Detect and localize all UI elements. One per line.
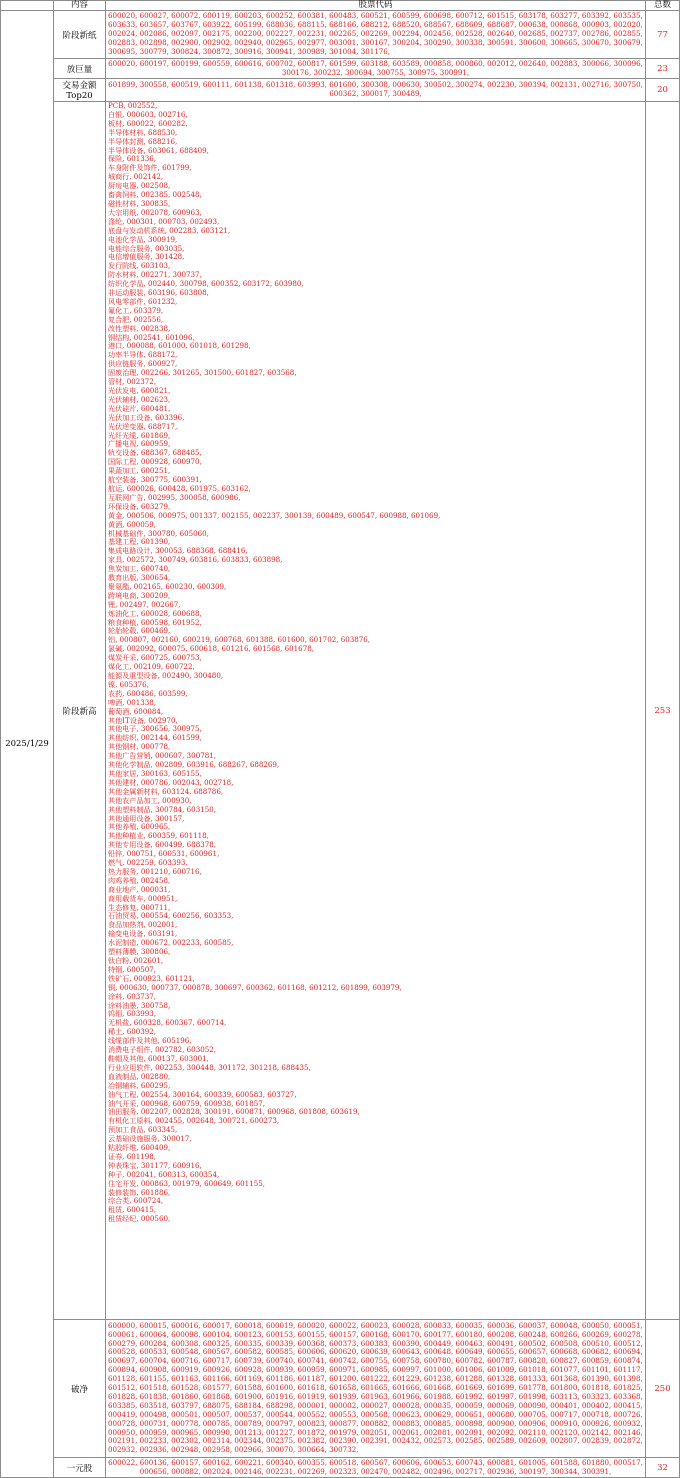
industry-item: 其他纺织, 002144, 601599, [108, 733, 202, 743]
industry-item: 装修装饰, 601886, [108, 1187, 171, 1197]
industry-item: 农药, 600486, 603599, [108, 688, 188, 698]
row-below-book [1, 1320, 680, 1458]
industry-item: 其他种植业, 600359, 601118, [108, 831, 209, 841]
industry-item: 综合类, 600724, [108, 1196, 164, 1206]
codes-cell: 600000, 600015, 600016, 600017, 600018, 600019, 600020, 600022, 600023, 600028, 600033, 600035, 600036, 600037, 600048, 600050, 600051, 600061, 600064, 600098, 600104, 600123, 600153, 600155, 600157, 600168, 600170, 600177, 600180, 600208, 600248, 600266, 600269, 600278, 600279, 600284, 600308, 600325, 600335, 600339, 600368, 600373, 600383, 600390, 600449, 600463, 600491, 600502, 600508, 600510, 600512, 600528, 600533, 600548, 600567, 600582, 600585, 600606, 600620, 600639, 600643, 600648, 600649, 600655, 600657, 600668, 600682, 600694, 600697, 600704, 600716, 600717, 600739, 600740, 600741, 600742, 600755, 600758, 600780, 600782, 600787, 600820, 600827, 600859, 600874, 600894, 600908, 600919, 600926, 600928, 600939, 600959, 600971, 600985, 600997, 601000, 601006, 601009, 601018, 601077, 601101, 601117, 601128, 601155, 601163, 601166, 601169, 601186, 601187, 601200, 601222, 601229, 601238, 601288, 601328, 601333, 601368, 601390, 601398, 601512, 601518, 601528, 601577, 601588, 601600, 601618, 601658, 601665, 601666, 601668, 601669, 601699, 601778, 601800, 601818, 601825, 601828, 601838, 601860, 601868, 601900, 601916, 601919, 601939, 601963, 601966, 601988, 601992, 601997, 601998, 603113, 603323, 603368, 603385, 603518, 603797, 688075, 688184, 688298, 000001, 000002, 000027, 000028, 000035, 000059, 000069, 000090, 000401, 000402, 000415, 000419, 000498, 000501, 000507, 000537, 000544, 000552, 000553, 000568, 000623, 000629, 000651, 000680, 000705, 000717, 000718, 000726, 000728, 000731, 000778, 000785, 000789, 000797, 000823, 000877, 000882, 000883, 000885, 000898, 000900, 000906, 000910, 000926, 000932, 000950, 000959, 000965, 000990, 001213, 001227, 001872, 001979, 002051, 002061, 002081, 002091, 002092, 002110, 002120, 002142, 002146, 002191, 002233, 002302, 002314, 002344, 002375, 002382, 002390, 002391, 002432, 002573, 002585, 002589, 002609, 002807, 002839, 002872, 002932, 002936, 002948, 002958, 002966, 300070, 300664, 300732, [106, 1320, 646, 1458]
industry-item: 电池化学品, 300919, [108, 234, 178, 244]
industry-item: 互联网广告, 002995, 300058, 600986, [108, 492, 241, 502]
industry-item: 钟表珠宝, 301177, 600916, [108, 1160, 202, 1170]
industry-item: 肉鸡养殖, 002458, [108, 875, 171, 885]
industry-item: 固废治理, 002266, 301265, 301500, 601827, 603568, [108, 368, 297, 378]
industry-item: 白银, 000603, 002716, [108, 109, 188, 119]
count-cell: 77 [646, 11, 680, 59]
industry-item: 能源及重型设备, 002490, 300480, [108, 671, 224, 680]
industry-item: 聚氨酯, 002165, 600230, 600309, [108, 581, 227, 591]
row-huge-volume [1, 59, 680, 79]
codes-cell [106, 102, 646, 1320]
industry-item: 非运动服装, 603196, 603808, [108, 288, 209, 298]
industry-item: 港口, 000088, 601000, 601018, 601298, [108, 341, 251, 351]
industry-item: 种子, 002041, 600313, 600354, [108, 1169, 220, 1179]
industry-item: 其他建材, 000786, 002043, 002718, [108, 777, 234, 787]
industry-item: 铅锌, 000751, 600531, 600961, [108, 849, 220, 859]
industry-item: 其他化学制品, 002809, 603916, 688267, 688269, [108, 760, 280, 770]
industry-item: 证券, 601198, [108, 1151, 157, 1161]
industry-item: 钨钼, 603993, [108, 1009, 157, 1019]
industry-item: 涤纶, 000301, 000703, 002493, [108, 216, 220, 226]
industry-item: 租赁经纪, 000560, [108, 1214, 171, 1224]
industry-item: 镍, 605376, [108, 679, 149, 689]
industry-item: 轨交设备, 688367, 688485, [108, 448, 202, 458]
industry-item: 半导体材料, 688530, [108, 127, 178, 137]
industry-item: 环保设备, 603279, [108, 501, 171, 511]
industry-item: 其他电子, 300656, 300975, [108, 724, 202, 734]
industry-item: 光伏发电, 600821, [108, 386, 171, 395]
industry-item: 大宗用纸, 002078, 600963, [108, 207, 202, 217]
industry-item: 线缆部件及其他, 605196, [108, 1036, 192, 1046]
industry-item: 果蔬加工, 600251, [108, 466, 171, 476]
industry-item: 铁矿石, 000923, 601121, [108, 973, 195, 983]
industry-item: 半导体设备, 603061, 688409, [108, 145, 209, 155]
industry-item: 其他塑料制品, 300784, 603150, [108, 804, 216, 814]
industry-item: 城商行, 002142, [108, 172, 164, 182]
industry-item: 葡萄酒, 600084, [108, 706, 164, 716]
industry-item: 稀土, 600392, [108, 1027, 157, 1037]
industry-item: PCB, 002552, [108, 101, 158, 110]
industry-item: 教育出版, 300654, [108, 573, 171, 583]
industry-item: 其他IT设备, 002970, [108, 715, 178, 725]
industry-item: 行业应用软件, 002253, 300448, 301172, 301218, 688435, [108, 1062, 311, 1072]
industry-item: 光纤光缆, 601869, [108, 430, 171, 440]
codes-cell: 600022, 600136, 600157, 600162, 600221, 600340, 600355, 600518, 600567, 600606, 600653, 600743, 600881, 601005, 601588, 601880, 000517, 000656, 000882, 002024, 002146, 002231, 002269, 002323, 002470, 002482, 002496, 002717, 002936, 300197, 300344, 300391, [106, 1458, 646, 1478]
industry-item: 有机化工原料, 002455, 002648, 300721, 600273, [108, 1116, 280, 1126]
industry-item: 无机盐, 600328, 600367, 600714, [108, 1018, 227, 1028]
industry-item: 供应链服务, 600927, [108, 359, 178, 369]
industry-item: 光伏逆变器, 688717, [108, 421, 178, 431]
industry-item: 机械基础件, 300780, 605060, [108, 528, 209, 538]
industry-item: 石油贸易, 000554, 600256, 603353, [108, 911, 234, 921]
industry-item: 输变电设备, 603191, [108, 929, 178, 939]
category-label: 放巨量 [54, 59, 106, 79]
industry-item: 国际工程, 000928, 600970, [108, 457, 202, 467]
industry-item: 油气开采, 000968, 600759, 600938, 601857, [108, 1098, 265, 1108]
count-cell: 32 [646, 1458, 680, 1478]
industry-item: 航空装备, 300775, 600391, [108, 475, 202, 485]
industry-item: 商用载货车, 000951, [108, 893, 178, 903]
industry-item: 电信增值服务, 301428, [108, 252, 185, 262]
industry-item: 热力服务, 001210, 600716, [108, 866, 202, 876]
industry-item: 钛白粉, 002601, [108, 956, 164, 965]
industry-item: 啤酒, 001338, [108, 697, 157, 707]
row-top20-turnover [1, 79, 680, 102]
industry-item: 家具, 002572, 300749, 603816, 603833, 603898, [108, 555, 283, 565]
industry-item: 基建工程, 601390, [108, 537, 171, 547]
count-cell: 253 [646, 102, 680, 1320]
row-stage-new-paper [1, 11, 680, 59]
industry-item: 半导体封测, 688216, [108, 136, 178, 146]
industry-item: 光伏加工设备, 603396, [108, 412, 185, 422]
industry-item: 其他农产品加工, 000930, [108, 795, 192, 805]
category-label: 一元股 [54, 1458, 106, 1478]
industry-item: 纺织化学品, 002440, 300798, 600352, 603172, 603980, [108, 279, 304, 289]
industry-item: 复合肥, 002556, [108, 314, 164, 324]
industry-item: 电能综合服务, 003035, [108, 243, 185, 253]
industry-item: 其他养殖, 600965, [108, 822, 171, 832]
industry-item: 板材, 600022, 600282, [108, 118, 188, 128]
industry-item: 粮食种植, 600598, 601952, [108, 617, 202, 627]
industry-item: 煤化工, 002109, 600722, [108, 662, 195, 672]
header-total: 总数 [646, 1, 680, 11]
industry-item: 车身附件及饰件, 601799, [108, 163, 192, 173]
industry-item: 租赁, 600415, [108, 1205, 157, 1215]
industry-item: 鞋帽及其他, 600137, 603001, [108, 1053, 209, 1063]
industry-item: 铜, 000630, 000737, 000878, 300697, 600362, 601168, 601212, 601899, 603979, [108, 982, 402, 992]
industry-item: 粘胶纤维, 600409, [108, 1143, 171, 1153]
industry-item: 油田服务, 002207, 002828, 300191, 600871, 600968, 601808, 603619, [108, 1107, 360, 1117]
industry-item: 功率半导体, 688172, [108, 350, 178, 360]
header-row [1, 1, 680, 11]
industry-item: 管材, 002372, [108, 377, 157, 387]
industry-item: 水泥制造, 000672, 002233, 600585, [108, 938, 234, 948]
category-label: 阶段新高 [54, 102, 106, 1320]
count-cell: 250 [646, 1320, 680, 1458]
industry-item: 血液制品, 002880, [108, 1071, 171, 1081]
industry-item: 涂料油墨, 300758, [108, 1000, 171, 1010]
category-label: 破净 [54, 1320, 106, 1458]
industry-item: 底盘与发动机系统, 002283, 603121, [108, 225, 231, 235]
industry-item: 生态修复, 000711, [108, 902, 171, 912]
industry-item: 航运, 600026, 600428, 601975, 603162, [108, 483, 251, 493]
codes-cell: 600020, 600027, 600072, 600119, 600203, 600252, 600381, 600483, 600521, 600599, 600698, 600712, 601515, 603178, 603277, 603392, 603535, 603633, 603657, 603767, 603922, 605199, 688036, 688115, 688166, 688212, 688520, 688567, 688609, 688687, 000638, 000868, 000903, 002020, 002024, 002086, 002097, 002175, 002200, 002227, 002231, 002265, 002269, 002294, 002456, 002528, 002640, 002685, 002737, 002786, 002855, 002883, 002898, 002900, 002902, 002940, 002965, 002977, 003001, 300167, 300204, 300290, 300338, 300591, 300600, 300665, 300670, 300679, 300695, 300779, 300824, 300872, 300916, 300941, 300989, 301004, 301176, [106, 11, 646, 59]
header-date-cell [1, 1, 54, 11]
industry-item: 其他专用设备, 600499, 688378, [108, 840, 216, 850]
count-cell: 20 [646, 79, 680, 102]
industry-item: 黄酒, 600059, [108, 519, 157, 529]
header-content: 内容 [54, 1, 106, 11]
industry-item: 油气工程, 002554, 300164, 600339, 600583, 603727, [108, 1089, 297, 1099]
industry-item: 畜禽饲料, 002385, 002548, [108, 190, 202, 200]
industry-item: 燃气, 002259, 603393, [108, 858, 188, 868]
date-cell: 2025/1/29 [1, 11, 54, 1478]
codes-cell: 601899, 300558, 600519, 600111, 601138, 601318, 603993, 601600, 300308, 000630, 300502, 300274, 002230, 300394, 002131, 002716, 300750, 600362, 300017, 300489, [106, 79, 646, 102]
industry-item: 涂料, 603737, [108, 991, 157, 1001]
industry-item: 塑料薄膜, 300806, [108, 947, 171, 957]
industry-item: 云基础设施服务, 300017, [108, 1134, 192, 1144]
industry-item: 保险, 601336, [108, 154, 157, 164]
industry-item: 其他家居, 300163, 605155, [108, 768, 202, 778]
industry-item: 商业地产, 000031, [108, 884, 171, 894]
category-label: 交易金额Top20 [54, 79, 106, 102]
industry-item: 煤炭开采, 600725, 600753, [108, 653, 202, 663]
industry-item: 锂, 002497, 002667, [108, 599, 181, 609]
industry-item: 黄金, 000506, 000975, 001337, 002155, 002237, 300139, 600489, 600547, 600988, 601069, [108, 510, 441, 520]
industry-item: 发行院线, 603103, [108, 261, 171, 271]
count-cell: 23 [646, 59, 680, 79]
codes-cell: 600020, 600197, 600199, 600559, 600616, 600702, 600817, 601599, 603188, 603589, 000858, 000860, 002012, 002640, 002883, 300066, 300096, 300176, 300232, 300694, 300755, 300975, 300991, [106, 59, 646, 79]
industry-item: 特钢, 600507, [108, 964, 157, 974]
industry-item: 光伏硅片, 600481, [108, 403, 171, 413]
industry-item: 广播电视, 600959, [108, 439, 171, 449]
industry-item: 焦炭加工, 600740, [108, 564, 171, 574]
header-codes: 股票代码 [106, 1, 646, 11]
industry-item: 磁性材料, 300835, [108, 198, 171, 208]
industry-item: 防水材料, 002271, 300737, [108, 270, 202, 280]
industry-item: 集成电路设计, 300053, 688368, 688416, [108, 546, 248, 556]
industry-item: 氟化工, 603379, [108, 305, 164, 315]
industry-item: 轮胎轮毂, 600469, [108, 626, 171, 636]
industry-item: 预加工食品, 603345, [108, 1125, 178, 1135]
industry-item: 其他钢材, 000778, [108, 742, 171, 752]
industry-item: 跨境电商, 300209, [108, 590, 171, 600]
industry-item: 炼油化工, 600028, 600688, [108, 608, 202, 618]
industry-item: 风电零部件, 601232, [108, 296, 178, 306]
industry-item: 住宅开发, 000863, 001979, 600649, 601155, [108, 1178, 265, 1188]
industry-item: 厨房电器, 002508, [108, 181, 171, 191]
industry-item: 改性塑料, 002838, [108, 323, 171, 333]
industry-item: 钢结构, 002541, 601096, [108, 332, 195, 342]
industry-item: 食品加热剂, 002001, [108, 920, 178, 930]
industry-item: 其他金属新材料, 603124, 688786, [108, 786, 224, 796]
industry-item: 光伏辅材, 002623, [108, 394, 171, 404]
industry-item: 冶钢辅料, 600295, [108, 1080, 171, 1090]
industry-item: 氯碱, 002092, 600075, 600618, 601216, 601568, 601678, [108, 644, 314, 654]
row-stage-new-high [1, 102, 680, 1320]
industry-item: 铝, 000807, 002160, 600219, 600768, 601388, 601600, 601702, 603876, [108, 635, 371, 645]
industry-item: 其他通用设备, 300157, [108, 813, 185, 823]
industry-item: 其他广告营销, 000607, 300781, [108, 751, 216, 761]
industry-item: 消费电子组件, 002782, 603052, [108, 1045, 216, 1055]
category-label: 阶段新纸 [54, 11, 106, 59]
